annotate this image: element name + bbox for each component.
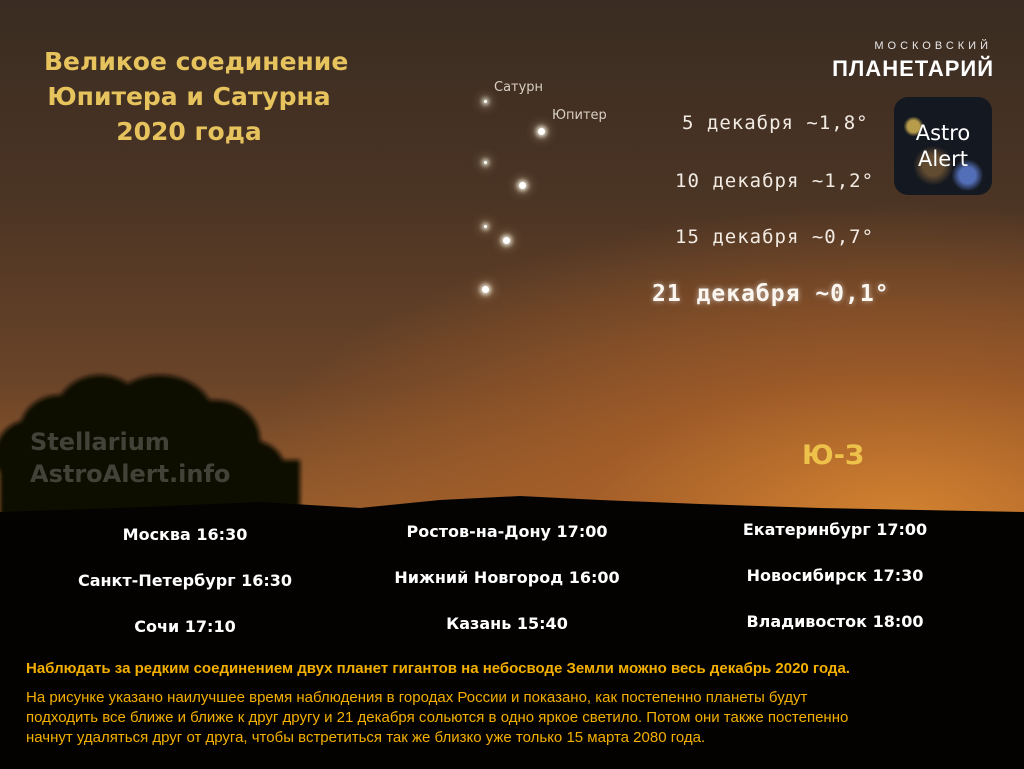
separation-dec5: 5 декабря ~1,8° (682, 112, 869, 134)
city-moscow: Москва 16:30 (122, 525, 248, 544)
saturn-dot-dec15 (484, 225, 487, 228)
city-kazan: Казань 15:40 (446, 614, 568, 633)
separation-dec21: 21 декабря ~0,1° (652, 281, 890, 307)
jupiter-dot-dec10 (519, 182, 526, 189)
separation-dec10: 10 декабря ~1,2° (675, 170, 875, 192)
merged-planets-dot-dec21 (482, 286, 489, 293)
footer-body-line-3: начнут удаляться друг от друга, чтобы встретиться так же близко уже только 15 марта 2080 года. (26, 729, 706, 746)
city-saint-petersburg: Санкт-Петербург 16:30 (77, 571, 293, 590)
footer-body-line-2: подходить все ближе и ближе к друг другу и 21 декабря сольются в одно яркое светило. Потом они также постепенно (26, 709, 849, 726)
jupiter-dot-dec5 (538, 128, 545, 135)
city-nizhny-novgorod: Нижний Новгород 16:00 (394, 568, 620, 587)
astroalert-logo-line-1: Astro (915, 121, 971, 145)
saturn-dot-dec10 (484, 161, 487, 164)
city-vladivostok: Владивосток 18:00 (746, 612, 924, 631)
poster-title (44, 44, 349, 149)
footer-body-line-1: На рисунке указано наилучшее время наблюдения в городах России и показано, как постепенно планеты будут (26, 689, 808, 706)
jupiter-dot-dec15 (503, 237, 510, 244)
direction-southwest: Ю-З (802, 440, 865, 471)
city-rostov: Ростов-на-Дону 17:00 (406, 522, 608, 541)
watermark-line-1: Stellarium (30, 428, 170, 456)
astroalert-logo (894, 97, 992, 195)
city-novosibirsk: Новосибирск 17:30 (746, 566, 924, 585)
watermark (30, 426, 230, 490)
watermark-line-2: AstroAlert.info (30, 460, 231, 488)
footer-body (26, 688, 986, 748)
title-line-3: 2020 года (116, 117, 262, 146)
city-sochi: Сочи 17:10 (134, 617, 236, 636)
footer-headline: Наблюдать за редким соединением двух планет гигантов на небосводе Земли можно весь декабрь 2020 года. (26, 660, 850, 677)
title-line-1: Великое соединение (44, 47, 349, 76)
city-yekaterinburg: Екатеринбург 17:00 (742, 520, 928, 539)
saturn-dot-dec5 (484, 100, 487, 103)
astroalert-logo-line-2: Alert (918, 147, 968, 171)
planetarium-logo-main: ПЛАНЕТАРИЙ (832, 56, 994, 81)
planetarium-logo-top: МОСКОВСКИЙ (874, 40, 992, 52)
saturn-label: Сатурн (494, 80, 544, 95)
separation-dec15: 15 декабря ~0,7° (675, 226, 875, 248)
title-line-2: Юпитера и Сатурна (47, 82, 331, 111)
jupiter-label: Юпитер (552, 108, 607, 123)
